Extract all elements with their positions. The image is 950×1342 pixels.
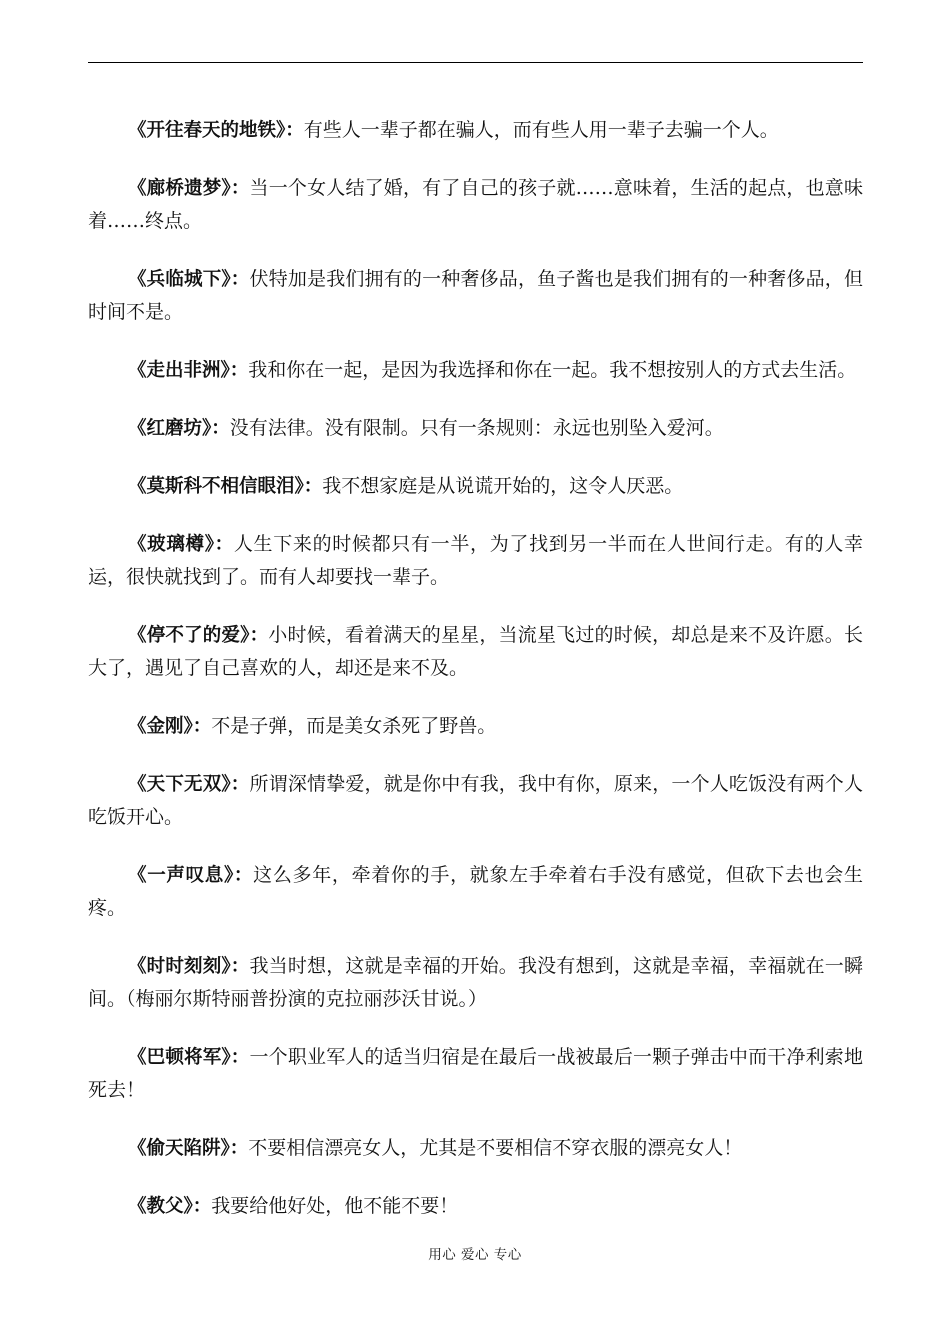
quote-item: [88, 114, 863, 147]
quote-item: [88, 470, 863, 503]
quote-text: 当一个女人结了婚，有了自己的孩子就……意味着，生活的起点，也意味着……终点。: [88, 177, 863, 232]
film-title: 《偷天陷阱》：: [128, 1138, 249, 1159]
quote-item: [88, 263, 863, 329]
quote-item: [88, 950, 863, 1016]
quote-text: 不是子弹，而是美女杀死了野兽。: [211, 715, 497, 737]
quote-item: [88, 1041, 863, 1107]
film-title: 《教父》：: [128, 1196, 212, 1217]
quote-text: 所谓深情挚爱，就是你中有我，我中有你，原来，一个人吃饭没有两个人吃饭开心。: [88, 773, 863, 828]
quote-text: 我要给他好处，他不能不要！: [211, 1195, 459, 1217]
quote-item: [88, 619, 863, 685]
film-title: 《玻璃樽》：: [128, 534, 234, 555]
film-title: 《金刚》：: [128, 716, 212, 737]
quote-text: 我和你在一起，是因为我选择和你在一起。我不想按别人的方式去生活。: [248, 359, 857, 381]
quote-item: [88, 1132, 863, 1165]
quote-item: [88, 172, 863, 238]
quote-item: [88, 412, 863, 445]
film-title: 《停不了的爱》：: [128, 625, 269, 646]
quote-text: 我当时想，这就是幸福的开始。我没有想到，这就是幸福，幸福就在一瞬间。（梅丽尔斯特丽普扮演的克拉丽莎沃甘说。）: [88, 955, 863, 1010]
quote-text: 有些人一辈子都在骗人，而有些人用一辈子去骗一个人。: [303, 119, 779, 141]
quote-list: [88, 114, 863, 1248]
quote-item: [88, 528, 863, 594]
quote-text: 伏特加是我们拥有的一种奢侈品，鱼子酱也是我们拥有的一种奢侈品，但时间不是。: [88, 268, 863, 323]
quote-item: [88, 768, 863, 834]
quote-text: 人生下来的时候都只有一半，为了找到另一半而在人世间行走。有的人幸运，很快就找到了。而有人却要找一辈子。: [88, 533, 863, 588]
film-title: 《时时刻刻》：: [128, 956, 250, 977]
film-title: 《廊桥遗梦》：: [128, 178, 250, 199]
quote-text: 我不想家庭是从说谎开始的，这令人厌恶。: [322, 475, 684, 497]
quote-text: 这么多年，牵着你的手，就象左手牵着右手没有感觉，但砍下去也会生疼。: [88, 864, 863, 919]
quote-text: 不要相信漂亮女人，尤其是不要相信不穿衣服的漂亮女人！: [248, 1137, 743, 1159]
quote-item: [88, 1190, 863, 1223]
quote-text: 没有法律。没有限制。只有一条规则：永远也别坠入爱河。: [229, 417, 724, 439]
quote-text: 一个职业军人的适当归宿是在最后一战被最后一颗子弹击中而干净利索地死去！: [88, 1046, 863, 1101]
film-title: 《一声叹息》：: [128, 865, 254, 886]
film-title: 《红磨坊》：: [128, 418, 230, 439]
film-title: 《兵临城下》：: [128, 269, 250, 290]
quote-item: [88, 859, 863, 925]
film-title: 《走出非洲》：: [128, 360, 249, 381]
film-title: 《莫斯科不相信眼泪》：: [128, 476, 323, 497]
film-title: 《巴顿将军》：: [128, 1047, 250, 1068]
page-footer: 用心 爱心 专心: [428, 1247, 522, 1263]
film-title: 《天下无双》：: [128, 774, 250, 795]
quote-item: [88, 710, 863, 743]
header-rule: [88, 62, 863, 63]
quote-text: 小时候，看着满天的星星，当流星飞过的时候，却总是来不及许愿。长大了，遇见了自己喜欢的人，却还是来不及。: [88, 624, 863, 679]
quote-item: [88, 354, 863, 387]
film-title: 《开往春天的地铁》：: [128, 120, 304, 141]
